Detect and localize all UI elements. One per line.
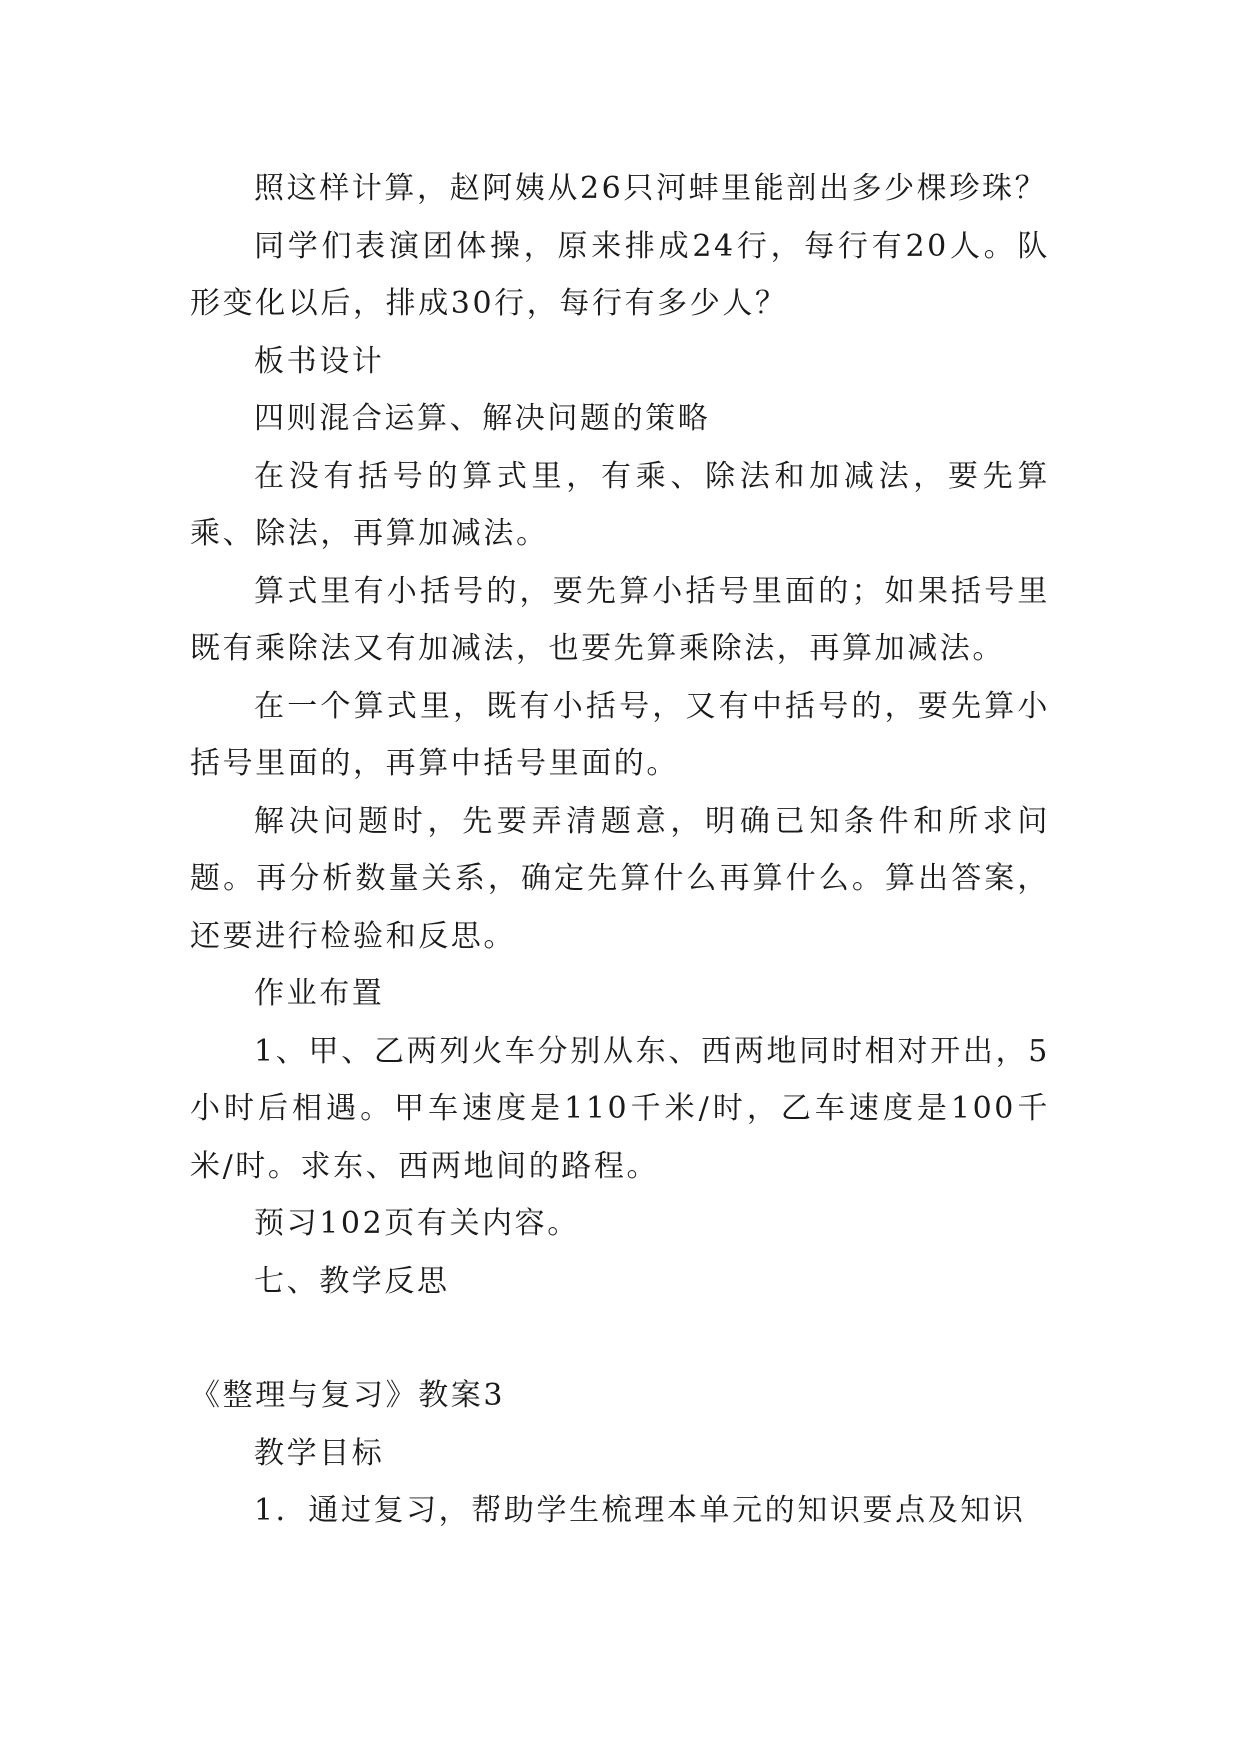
heading-board-design: 板书设计 xyxy=(254,343,385,379)
paragraph-rule-middle-brackets: 在一个算式里，既有小括号，又有中括号的，要先算小括号里面的，再算中括号里面的。 xyxy=(190,688,1050,781)
section-gap xyxy=(190,1310,1050,1367)
paragraph-rule-small-brackets: 算式里有小括号的，要先算小括号里面的；如果括号里既有乘除法又有加减法，也要先算乘除法，再算加减法。 xyxy=(190,573,1050,666)
paragraph-objective-1: 1．通过复习，帮助学生梳理本单元的知识要点及知识 xyxy=(254,1493,1026,1528)
heading-teaching-reflection: 七、教学反思 xyxy=(254,1263,450,1299)
paragraph-problem-solving: 解决问题时，先要弄清题意，明确已知条件和所求问题。再分析数量关系，确定先算什么再算什么。算出答案，还要进行检验和反思。 xyxy=(190,803,1050,954)
paragraph-homework-preview: 预习102页有关内容。 xyxy=(254,1206,580,1241)
paragraph-homework-train: 1、甲、乙两列火车分别从东、西两地同时相对开出，5小时后相遇。甲车速度是110千米/时，乙车速度是100千米/时。求东、西两地间的路程。 xyxy=(190,1033,1050,1184)
section-title: 《整理与复习》教案3 xyxy=(190,1378,506,1413)
document-page xyxy=(190,160,1050,1540)
paragraph-board-title: 四则混合运算、解决问题的策略 xyxy=(254,401,711,436)
paragraph-rule-no-brackets: 在没有括号的算式里，有乘、除法和加减法，要先算乘、除法，再算加减法。 xyxy=(190,458,1050,551)
paragraph-pearl-problem: 照这样计算，赵阿姨从26只河蚌里能剖出多少棵珍珠？ xyxy=(254,171,1048,206)
paragraph-gymnastics-problem: 同学们表演团体操，原来排成24行，每行有20人。队形变化以后，排成30行，每行有多少人？ xyxy=(190,228,1050,321)
heading-teaching-objectives: 教学目标 xyxy=(254,1435,385,1471)
heading-homework: 作业布置 xyxy=(254,976,385,1011)
